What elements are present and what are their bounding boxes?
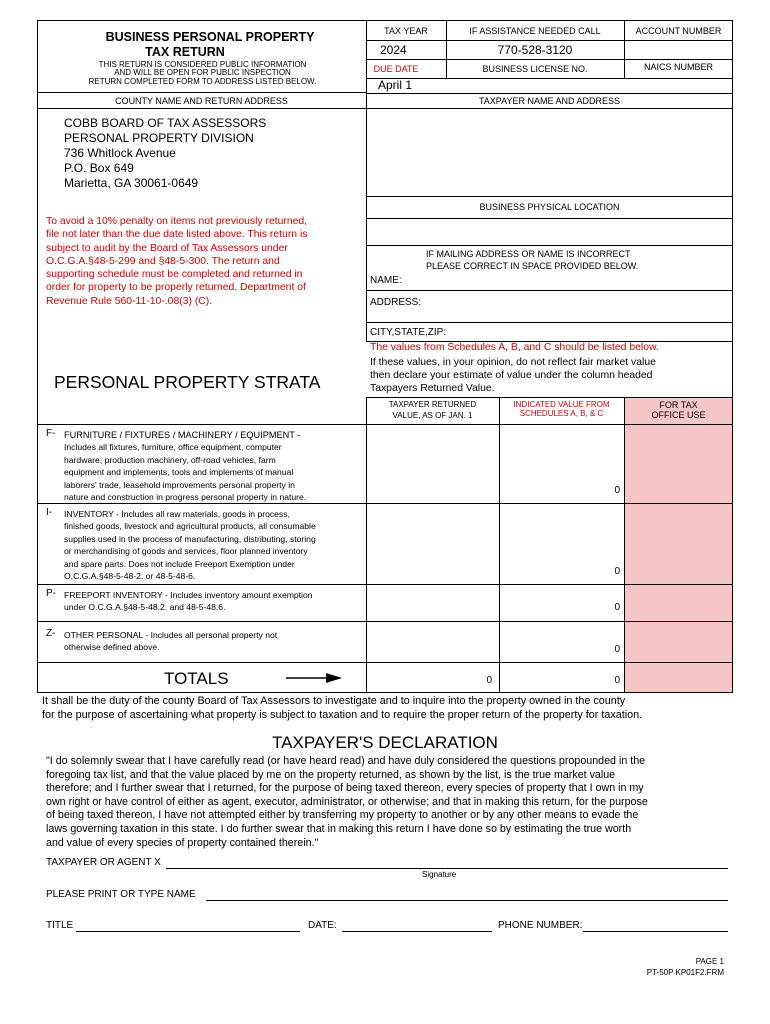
returned-value-p[interactable] bbox=[370, 588, 495, 618]
naics-label: NAICS NUMBER bbox=[643, 62, 713, 72]
title-label: TITLE bbox=[46, 920, 74, 931]
form-code: PT-50P KP01F2.FRM bbox=[646, 968, 724, 977]
phone-field[interactable] bbox=[583, 915, 728, 930]
col-returned-header-line1: TAXPAYER RETURNED bbox=[388, 400, 477, 409]
assistance-label: IF ASSISTANCE NEEDED CALL bbox=[469, 26, 601, 36]
public-notice-line1: THIS RETURN IS CONSIDERED PUBLIC INFORMATION bbox=[98, 60, 307, 69]
agent-label: TAXPAYER OR AGENT X bbox=[46, 857, 161, 868]
col-office-header-line1: FOR TAX bbox=[659, 400, 698, 410]
col-indicated-header-line1: INDICATED VALUE FROM bbox=[513, 400, 610, 409]
county-address: COBB BOARD OF TAX ASSESSORS PERSONAL PROPERTY DIVISION 736 Whitlock Avenue P.O. Box 649 Marietta, GA 30061-0649 bbox=[64, 116, 267, 190]
public-notice-line3: RETURN COMPLETED FORM TO ADDRESS LISTED BELOW. bbox=[88, 77, 317, 86]
public-notice-line2: AND WILL BE OPEN FOR PUBLIC INSPECTION bbox=[114, 68, 291, 77]
indicated-value-p: 0 bbox=[614, 602, 620, 613]
taxpayer-address-field[interactable] bbox=[370, 112, 728, 192]
totals-indicated: 0 bbox=[614, 675, 620, 686]
account-number-field[interactable] bbox=[630, 42, 728, 56]
row-desc-p: FREEPORT INVENTORY - Includes inventory amount exemption under O.C.G.A.§48-5-48.2. and 48-5-48.6. bbox=[64, 590, 313, 613]
business-location-field[interactable] bbox=[370, 222, 728, 242]
city-state-zip-field[interactable] bbox=[455, 325, 728, 339]
row-code-f: F- bbox=[46, 428, 56, 439]
date-label: DATE: bbox=[308, 920, 337, 931]
indicated-value-f: 0 bbox=[614, 485, 620, 496]
form-title-line2: TAX RETURN bbox=[145, 45, 225, 59]
returned-value-i[interactable] bbox=[370, 507, 495, 581]
address-label: ADDRESS: bbox=[370, 297, 422, 308]
col-office-header-line2: OFFICE USE bbox=[651, 410, 706, 420]
row-code-z: Z- bbox=[46, 628, 56, 639]
indicated-value-i: 0 bbox=[614, 566, 620, 577]
form-title-line1: BUSINESS PERSONAL PROPERTY bbox=[105, 30, 315, 44]
business-license-label: BUSINESS LICENSE NO. bbox=[482, 64, 588, 74]
row-desc-f: FURNITURE / FIXTURES / MACHINERY / EQUIPMENT - Includes all fixtures, furniture, office equipment, computer hardware, production machinery, off-road vehicles, farm equipment and implements, tools and implements of manual laborers' trade, leasehold improvements personal property in nature and construction in progress personal property in nature. bbox=[64, 430, 307, 503]
signature-caption: Signature bbox=[422, 870, 457, 879]
returned-value-z[interactable] bbox=[370, 625, 495, 659]
account-number-label: ACCOUNT NUMBER bbox=[635, 26, 722, 36]
correction-notice-line1: IF MAILING ADDRESS OR NAME IS INCORRECT bbox=[426, 249, 631, 259]
row-code-i: I- bbox=[46, 507, 53, 518]
address-field[interactable] bbox=[422, 294, 728, 320]
due-date-label: DUE DATE bbox=[373, 64, 419, 74]
page-number: PAGE 1 bbox=[695, 957, 724, 966]
tax-year-value: 2024 bbox=[380, 43, 407, 57]
arrow-right-icon bbox=[286, 671, 342, 685]
row-desc-i: INVENTORY - Includes all raw materials, goods in process, finished goods, livestock and agricultural products, all consumable supplies used in the process of manufacturing, distributing, storing or merchandising of goods and services, floor planned inventory and spare parts. Does not include Freeport Exemption under O.C.G.A.§48-5-48-2. or 48-5-48-6. bbox=[64, 509, 316, 582]
business-location-label: BUSINESS PHYSICAL LOCATION bbox=[479, 202, 620, 212]
phone-label: PHONE NUMBER: bbox=[498, 920, 583, 931]
schedule-note: If these values, in your opinion, do not reflect fair market value then declare your estimate of value under the column headed Taxpayers Returned Value. bbox=[370, 357, 656, 395]
print-name-field[interactable] bbox=[206, 884, 728, 899]
name-field[interactable] bbox=[405, 272, 728, 288]
date-field[interactable] bbox=[342, 915, 492, 930]
correction-notice-line2: PLEASE CORRECT IN SPACE PROVIDED BELOW. bbox=[426, 261, 639, 271]
declaration-title: TAXPAYER'S DECLARATION bbox=[272, 733, 498, 752]
col-indicated-header-line2: SCHEDULES A, B, & C bbox=[519, 409, 604, 418]
city-state-zip-label: CITY,STATE,ZIP: bbox=[370, 327, 447, 338]
signature-field[interactable] bbox=[166, 852, 728, 867]
row-code-p: P- bbox=[46, 588, 56, 599]
naics-field[interactable] bbox=[630, 76, 728, 90]
business-license-field[interactable] bbox=[450, 80, 620, 92]
col-returned-header-line2: VALUE, AS OF JAN. 1 bbox=[392, 411, 473, 420]
duty-statement-line2: for the purpose of ascertaining what property is subject to taxation and to require the proper return of the property for taxation. bbox=[42, 709, 643, 721]
office-use-column bbox=[625, 424, 732, 692]
totals-label: TOTALS bbox=[164, 669, 229, 688]
taxpayer-label: TAXPAYER NAME AND ADDRESS bbox=[478, 96, 621, 106]
totals-returned: 0 bbox=[486, 675, 492, 686]
penalty-notice: To avoid a 10% penalty on items not previously returned, file not later than the due date listed above. This return is subject to audit by the Board of Tax Assessors under O.C.G.A.§48-5-299 and §48-5-300. The return and supporting schedule must be completed and returned in order for property to be properly returned. Department of Revenue Rule 560-11-10-.08(3) (C). bbox=[46, 216, 308, 307]
returned-value-f[interactable] bbox=[370, 428, 495, 500]
due-date-value: April 1 bbox=[378, 78, 413, 92]
indicated-value-z: 0 bbox=[614, 644, 620, 655]
schedule-note-red: The values from Schedules A, B, and C should be listed below. bbox=[370, 342, 659, 353]
assistance-phone: 770-528-3120 bbox=[497, 43, 573, 57]
title-field[interactable] bbox=[76, 915, 300, 930]
duty-statement-line1: It shall be the duty of the county Board of Tax Assessors to investigate and to inquire into the property owned in the county bbox=[42, 695, 626, 707]
county-label: COUNTY NAME AND RETURN ADDRESS bbox=[115, 96, 288, 106]
name-label: NAME: bbox=[370, 275, 402, 286]
row-desc-z: OTHER PERSONAL - Includes all personal property not otherwise defined above. bbox=[64, 630, 278, 653]
declaration-text: "I do solemnly swear that I have carefully read (or have heard read) and have duly considered the questions propounded in the foregoing tax list, and that the value placed by me on the property returned, as shown by the list, is the true market value therefore; and I further swear that I returned, for the purpose of being taxed thereon, every species of property that I own in my own right or have control of either as agent, executor, administrator, or otherwise; and that in making this return, for the purpose of being taxed thereon, I have not attempted either by transferring my property to another or by any other means to evade the laws governing taxation in this state. I do further swear that in making this return I have done so by estimating the true worth and value of every species of property contained therein." bbox=[46, 755, 648, 849]
print-name-label: PLEASE PRINT OR TYPE NAME bbox=[46, 889, 196, 900]
tax-year-label: TAX YEAR bbox=[384, 26, 428, 36]
strata-title: PERSONAL PROPERTY STRATA bbox=[54, 372, 321, 392]
